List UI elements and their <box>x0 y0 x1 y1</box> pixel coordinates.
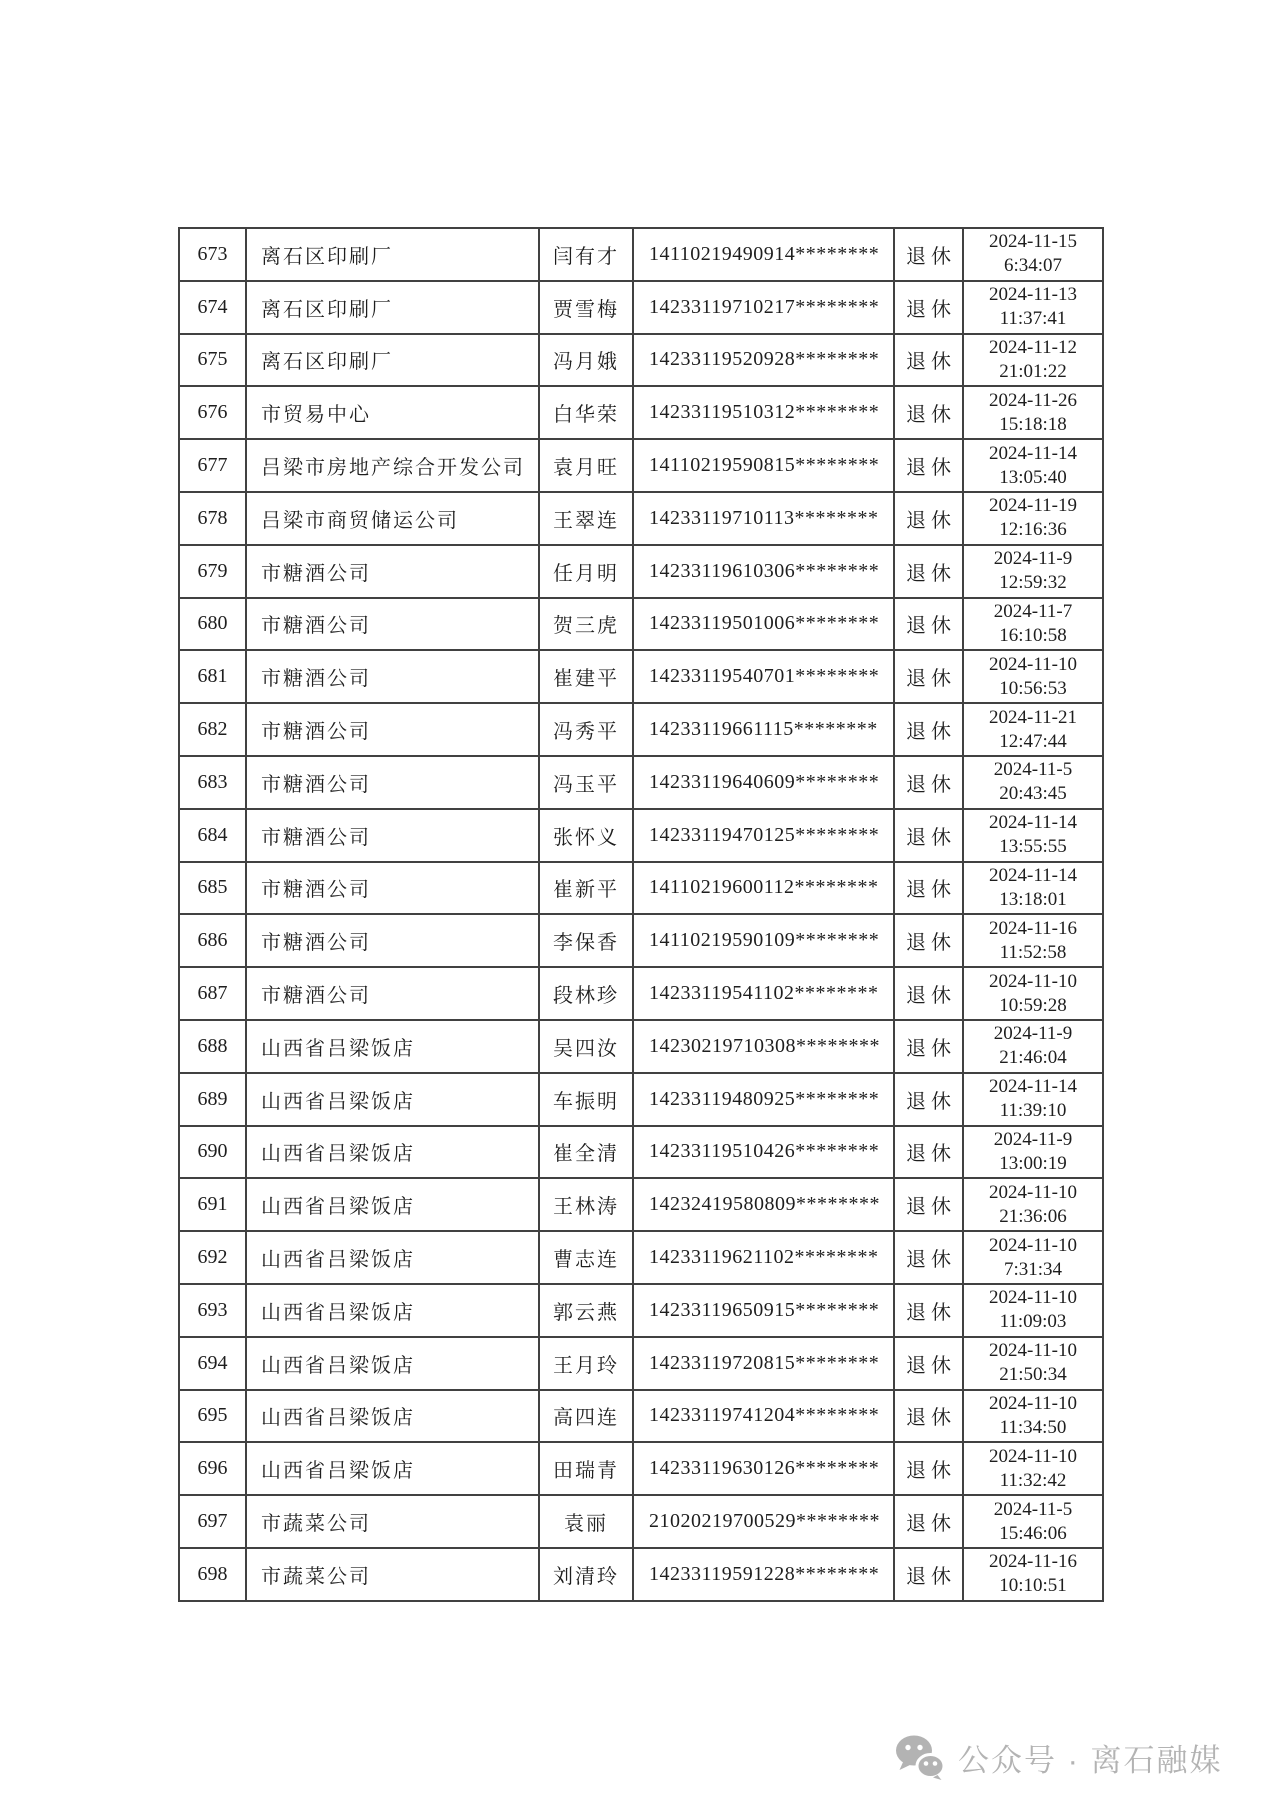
cell-seq: 680 <box>179 598 246 651</box>
cell-name: 袁丽 <box>539 1495 633 1548</box>
cell-id-masked: 14233119540701******** <box>633 650 894 703</box>
table-body <box>179 228 1103 1601</box>
timestamp-time: 10:59:28 <box>999 994 1067 1016</box>
cell-seq: 686 <box>179 914 246 967</box>
cell-name: 王翠连 <box>539 492 633 545</box>
cell-timestamp <box>963 1337 1103 1390</box>
cell-timestamp <box>963 1548 1103 1601</box>
cell-company: 市糖酒公司 <box>246 650 539 703</box>
cell-company: 市蔬菜公司 <box>246 1548 539 1601</box>
cell-id-masked: 14233119591228******** <box>633 1548 894 1601</box>
cell-timestamp <box>963 386 1103 439</box>
cell-seq: 675 <box>179 334 246 387</box>
timestamp-time: 6:34:07 <box>1003 255 1063 277</box>
timestamp-time: 21:36:06 <box>999 1205 1067 1227</box>
cell-status: 退休 <box>894 703 963 756</box>
cell-name: 冯秀平 <box>539 703 633 756</box>
cell-timestamp <box>963 1442 1103 1495</box>
table-row <box>179 650 1103 703</box>
cell-status: 退休 <box>894 1178 963 1231</box>
timestamp-time: 13:00:19 <box>999 1152 1067 1174</box>
cell-status: 退休 <box>894 334 963 387</box>
cell-name: 崔建平 <box>539 650 633 703</box>
timestamp-date: 2024-11-10 <box>989 970 1077 992</box>
timestamp-time: 10:56:53 <box>999 677 1067 699</box>
cell-company: 市糖酒公司 <box>246 756 539 809</box>
cell-status: 退休 <box>894 281 963 334</box>
cell-company: 山西省吕梁饭店 <box>246 1231 539 1284</box>
table-row <box>179 967 1103 1020</box>
cell-seq: 688 <box>179 1020 246 1073</box>
cell-company: 市贸易中心 <box>246 386 539 439</box>
cell-status: 退休 <box>894 1337 963 1390</box>
cell-company: 市糖酒公司 <box>246 862 539 915</box>
cell-seq: 679 <box>179 545 246 598</box>
cell-name: 闫有才 <box>539 228 633 281</box>
table-row <box>179 1178 1103 1231</box>
cell-id-masked: 14233119661115******** <box>633 703 894 756</box>
cell-seq: 697 <box>179 1495 246 1548</box>
cell-timestamp <box>963 809 1103 862</box>
cell-seq: 695 <box>179 1390 246 1443</box>
timestamp-date: 2024-11-14 <box>989 1076 1077 1098</box>
table-row <box>179 386 1103 439</box>
timestamp-date: 2024-11-12 <box>989 336 1077 358</box>
cell-timestamp <box>963 862 1103 915</box>
cell-company: 山西省吕梁饭店 <box>246 1020 539 1073</box>
table-row <box>179 1020 1103 1073</box>
cell-id-masked: 14233119541102******** <box>633 967 894 1020</box>
cell-name: 贺三虎 <box>539 598 633 651</box>
cell-id-masked: 14232419580809******** <box>633 1178 894 1231</box>
watermark-label: 公众号 · 离石融媒 <box>958 1742 1223 1778</box>
cell-name: 吴四汝 <box>539 1020 633 1073</box>
cell-status: 退休 <box>894 862 963 915</box>
timestamp-time: 11:39:10 <box>999 1100 1067 1122</box>
cell-id-masked: 14233119501006******** <box>633 598 894 651</box>
timestamp-time: 7:31:34 <box>1003 1258 1063 1280</box>
cell-company: 吕梁市房地产综合开发公司 <box>246 439 539 492</box>
wechat-icon <box>895 1734 945 1780</box>
table-row <box>179 281 1103 334</box>
timestamp-date: 2024-11-21 <box>989 706 1077 728</box>
cell-company: 离石区印刷厂 <box>246 281 539 334</box>
timestamp-time: 21:46:04 <box>999 1047 1067 1069</box>
cell-company: 市糖酒公司 <box>246 703 539 756</box>
cell-timestamp <box>963 492 1103 545</box>
table-row <box>179 1284 1103 1337</box>
cell-name: 崔新平 <box>539 862 633 915</box>
table-row <box>179 334 1103 387</box>
timestamp-date: 2024-11-9 <box>993 548 1073 570</box>
cell-company: 山西省吕梁饭店 <box>246 1284 539 1337</box>
timestamp-date: 2024-11-10 <box>989 1340 1077 1362</box>
timestamp-date: 2024-11-14 <box>989 864 1077 886</box>
cell-seq: 692 <box>179 1231 246 1284</box>
cell-timestamp <box>963 1178 1103 1231</box>
timestamp-date: 2024-11-10 <box>989 653 1077 675</box>
timestamp-date: 2024-11-14 <box>989 442 1077 464</box>
cell-status: 退休 <box>894 1073 963 1126</box>
timestamp-date: 2024-11-10 <box>989 1445 1077 1467</box>
cell-id-masked: 21020219700529******** <box>633 1495 894 1548</box>
cell-name: 贾雪梅 <box>539 281 633 334</box>
cell-seq: 698 <box>179 1548 246 1601</box>
table-row <box>179 809 1103 862</box>
table-row <box>179 1548 1103 1601</box>
timestamp-time: 13:55:55 <box>999 836 1067 858</box>
timestamp-date: 2024-11-13 <box>989 284 1077 306</box>
table-row <box>179 914 1103 967</box>
retiree-table <box>178 227 1104 1602</box>
timestamp-time: 11:37:41 <box>999 308 1067 330</box>
cell-seq: 683 <box>179 756 246 809</box>
timestamp-time: 20:43:45 <box>999 783 1067 805</box>
cell-company: 市糖酒公司 <box>246 967 539 1020</box>
cell-id-masked: 14110219590109******** <box>633 914 894 967</box>
cell-status: 退休 <box>894 967 963 1020</box>
cell-id-masked: 14233119720815******** <box>633 1337 894 1390</box>
cell-id-masked: 14233119640609******** <box>633 756 894 809</box>
cell-company: 市糖酒公司 <box>246 809 539 862</box>
timestamp-time: 11:32:42 <box>999 1469 1067 1491</box>
cell-timestamp <box>963 1020 1103 1073</box>
table-row <box>179 228 1103 281</box>
timestamp-date: 2024-11-16 <box>989 917 1077 939</box>
cell-status: 退休 <box>894 439 963 492</box>
timestamp-date: 2024-11-7 <box>993 600 1073 622</box>
cell-name: 崔全清 <box>539 1126 633 1179</box>
cell-timestamp <box>963 650 1103 703</box>
cell-status: 退休 <box>894 1020 963 1073</box>
table-row <box>179 1073 1103 1126</box>
timestamp-date: 2024-11-10 <box>989 1287 1077 1309</box>
cell-status: 退休 <box>894 914 963 967</box>
cell-name: 刘清玲 <box>539 1548 633 1601</box>
cell-timestamp <box>963 1284 1103 1337</box>
cell-seq: 678 <box>179 492 246 545</box>
cell-status: 退休 <box>894 809 963 862</box>
timestamp-time: 21:50:34 <box>999 1364 1067 1386</box>
cell-timestamp <box>963 914 1103 967</box>
timestamp-time: 11:34:50 <box>999 1416 1067 1438</box>
cell-name: 曹志连 <box>539 1231 633 1284</box>
cell-id-masked: 14233119741204******** <box>633 1390 894 1443</box>
cell-name: 袁月旺 <box>539 439 633 492</box>
cell-timestamp <box>963 439 1103 492</box>
cell-id-masked: 14233119710113******** <box>633 492 894 545</box>
timestamp-time: 12:47:44 <box>999 730 1067 752</box>
timestamp-date: 2024-11-9 <box>993 1023 1073 1045</box>
timestamp-time: 15:18:18 <box>999 413 1067 435</box>
cell-id-masked: 14233119650915******** <box>633 1284 894 1337</box>
cell-status: 退休 <box>894 1126 963 1179</box>
cell-company: 山西省吕梁饭店 <box>246 1178 539 1231</box>
cell-name: 白华荣 <box>539 386 633 439</box>
cell-seq: 684 <box>179 809 246 862</box>
cell-id-masked: 14230219710308******** <box>633 1020 894 1073</box>
cell-company: 山西省吕梁饭店 <box>246 1073 539 1126</box>
table-row <box>179 545 1103 598</box>
cell-id-masked: 14233119621102******** <box>633 1231 894 1284</box>
cell-seq: 693 <box>179 1284 246 1337</box>
cell-id-masked: 14233119520928******** <box>633 334 894 387</box>
cell-company: 山西省吕梁饭店 <box>246 1390 539 1443</box>
cell-seq: 677 <box>179 439 246 492</box>
table-row <box>179 1337 1103 1390</box>
cell-status: 退休 <box>894 1548 963 1601</box>
timestamp-time: 15:46:06 <box>999 1522 1067 1544</box>
table-row <box>179 703 1103 756</box>
cell-seq: 687 <box>179 967 246 1020</box>
timestamp-date: 2024-11-5 <box>993 759 1073 781</box>
cell-status: 退休 <box>894 756 963 809</box>
cell-timestamp <box>963 967 1103 1020</box>
cell-seq: 682 <box>179 703 246 756</box>
cell-name: 车振明 <box>539 1073 633 1126</box>
cell-status: 退休 <box>894 1390 963 1443</box>
cell-id-masked: 14110219590815******** <box>633 439 894 492</box>
cell-company: 市糖酒公司 <box>246 545 539 598</box>
cell-name: 段林珍 <box>539 967 633 1020</box>
cell-seq: 696 <box>179 1442 246 1495</box>
timestamp-date: 2024-11-14 <box>989 812 1077 834</box>
table-row <box>179 1442 1103 1495</box>
timestamp-time: 21:01:22 <box>999 360 1067 382</box>
cell-company: 离石区印刷厂 <box>246 228 539 281</box>
cell-seq: 694 <box>179 1337 246 1390</box>
timestamp-time: 13:05:40 <box>999 466 1067 488</box>
timestamp-time: 11:09:03 <box>999 1311 1067 1333</box>
cell-id-masked: 14233119510426******** <box>633 1126 894 1179</box>
timestamp-date: 2024-11-9 <box>993 1128 1073 1150</box>
cell-timestamp <box>963 703 1103 756</box>
timestamp-time: 11:52:58 <box>999 941 1067 963</box>
cell-timestamp <box>963 281 1103 334</box>
cell-id-masked: 14233119630126******** <box>633 1442 894 1495</box>
cell-status: 退休 <box>894 598 963 651</box>
table-row <box>179 756 1103 809</box>
timestamp-date: 2024-11-16 <box>989 1551 1077 1573</box>
cell-id-masked: 14233119470125******** <box>633 809 894 862</box>
cell-company: 山西省吕梁饭店 <box>246 1442 539 1495</box>
cell-timestamp <box>963 598 1103 651</box>
timestamp-date: 2024-11-26 <box>989 389 1077 411</box>
cell-id-masked: 14110219600112******** <box>633 862 894 915</box>
cell-status: 退休 <box>894 650 963 703</box>
table-row <box>179 598 1103 651</box>
cell-timestamp <box>963 334 1103 387</box>
cell-name: 田瑞青 <box>539 1442 633 1495</box>
cell-status: 退休 <box>894 386 963 439</box>
cell-name: 高四连 <box>539 1390 633 1443</box>
timestamp-date: 2024-11-10 <box>989 1234 1077 1256</box>
timestamp-time: 13:18:01 <box>999 888 1067 910</box>
cell-status: 退休 <box>894 492 963 545</box>
cell-timestamp <box>963 1126 1103 1179</box>
cell-company: 市糖酒公司 <box>246 598 539 651</box>
timestamp-time: 12:16:36 <box>999 519 1067 541</box>
cell-timestamp <box>963 1390 1103 1443</box>
timestamp-time: 16:10:58 <box>999 624 1067 646</box>
cell-name: 李保香 <box>539 914 633 967</box>
timestamp-date: 2024-11-19 <box>989 495 1077 517</box>
timestamp-date: 2024-11-10 <box>989 1181 1077 1203</box>
cell-seq: 674 <box>179 281 246 334</box>
timestamp-time: 10:10:51 <box>999 1575 1067 1597</box>
cell-id-masked: 14110219490914******** <box>633 228 894 281</box>
table-row <box>179 1231 1103 1284</box>
cell-seq: 685 <box>179 862 246 915</box>
cell-name: 王林涛 <box>539 1178 633 1231</box>
cell-company: 离石区印刷厂 <box>246 334 539 387</box>
cell-status: 退休 <box>894 1231 963 1284</box>
cell-timestamp <box>963 1231 1103 1284</box>
cell-company: 山西省吕梁饭店 <box>246 1126 539 1179</box>
cell-company: 市蔬菜公司 <box>246 1495 539 1548</box>
cell-status: 退休 <box>894 228 963 281</box>
cell-seq: 681 <box>179 650 246 703</box>
cell-seq: 690 <box>179 1126 246 1179</box>
cell-id-masked: 14233119710217******** <box>633 281 894 334</box>
cell-timestamp <box>963 545 1103 598</box>
cell-seq: 676 <box>179 386 246 439</box>
cell-timestamp <box>963 1073 1103 1126</box>
timestamp-date: 2024-11-15 <box>989 231 1077 253</box>
cell-status: 退休 <box>894 545 963 598</box>
cell-name: 张怀义 <box>539 809 633 862</box>
cell-id-masked: 14233119480925******** <box>633 1073 894 1126</box>
cell-name: 冯月娥 <box>539 334 633 387</box>
cell-name: 冯玉平 <box>539 756 633 809</box>
cell-seq: 689 <box>179 1073 246 1126</box>
timestamp-date: 2024-11-5 <box>993 1498 1073 1520</box>
cell-status: 退休 <box>894 1495 963 1548</box>
timestamp-date: 2024-11-10 <box>989 1392 1077 1414</box>
timestamp-time: 12:59:32 <box>999 572 1067 594</box>
cell-status: 退休 <box>894 1442 963 1495</box>
table-row <box>179 1495 1103 1548</box>
cell-id-masked: 14233119510312******** <box>633 386 894 439</box>
cell-name: 王月玲 <box>539 1337 633 1390</box>
cell-seq: 691 <box>179 1178 246 1231</box>
table-row <box>179 439 1103 492</box>
cell-timestamp <box>963 228 1103 281</box>
table-row <box>179 1126 1103 1179</box>
cell-timestamp <box>963 756 1103 809</box>
cell-id-masked: 14233119610306******** <box>633 545 894 598</box>
cell-company: 市糖酒公司 <box>246 914 539 967</box>
cell-name: 郭云燕 <box>539 1284 633 1337</box>
cell-timestamp <box>963 1495 1103 1548</box>
cell-status: 退休 <box>894 1284 963 1337</box>
table-row <box>179 862 1103 915</box>
cell-company: 吕梁市商贸储运公司 <box>246 492 539 545</box>
cell-name: 任月明 <box>539 545 633 598</box>
cell-company: 山西省吕梁饭店 <box>246 1337 539 1390</box>
table-row <box>179 1390 1103 1443</box>
table-row <box>179 492 1103 545</box>
cell-seq: 673 <box>179 228 246 281</box>
wechat-watermark <box>895 1734 1223 1780</box>
